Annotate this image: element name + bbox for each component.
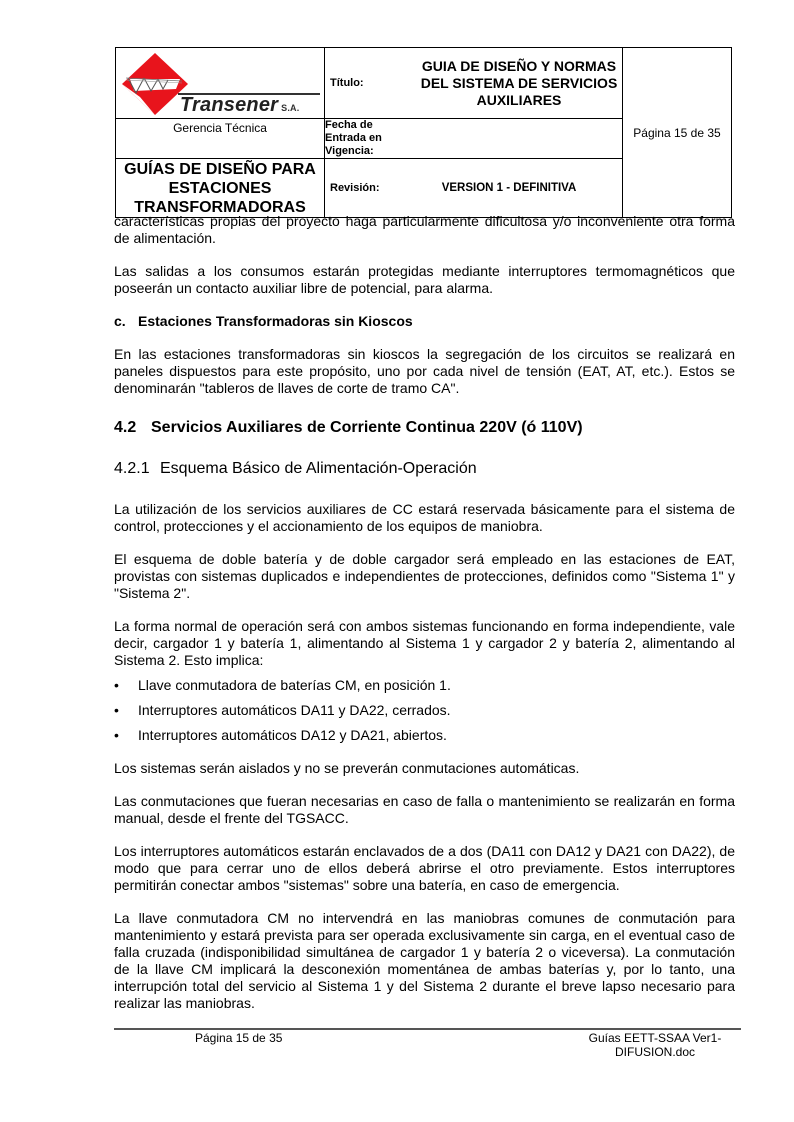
revision-cell [325, 159, 623, 218]
document-title: GUIA DE DISEÑO Y NORMAS DEL SISTEMA DE SERVICIOS AUXILIARES [420, 57, 618, 108]
paragraph: La llave conmutadora CM no intervendrá en las maniobras comunes de conmutación para mantenimiento y estará prevista para ser operada exclusivamente sin carga, en el eventual caso de falla cruzada (indisponibilidad simultánea de cargador 1 y batería 2 o viceversa). La conmutación de la llave CM implicará la desconexión momentánea de ambas baterías y, por lo tanto, una interrupción total del servicio al Sistema 1 y del Sistema 2 durante el breve lapso necesario para realizar las maniobras. [114, 910, 735, 1011]
effective-date-label: Fecha de Entrada en Vigencia: [325, 119, 382, 157]
paragraph: Los sistemas serán aislados y no se preverán conmutaciones automáticas. [114, 760, 580, 776]
bullet-icon: • [114, 727, 119, 743]
document-body [114, 213, 735, 1028]
header-page-number: Página 15 de 35 [623, 48, 732, 218]
footer-divider [114, 1028, 741, 1030]
title-label: Título: [330, 77, 364, 89]
paragraph: Los interruptores automáticos estarán enclavados de a dos (DA11 con DA12 y DA21 con DA22), de modo que para cerrar uno de ellos deberá abrirse el otro previamente. Estos interruptores permitirán conectar ambos "sistemas" sobre una batería, en caso de emergencia. [114, 843, 735, 893]
title-cell [325, 48, 623, 119]
revision-label: Revisión: [330, 182, 380, 194]
section-heading-4-2-1: 4.2.1 Esquema Básico de Alimentación-Operación [114, 460, 477, 477]
paragraph: Las conmutaciones que fueran necesarias en caso de falla o mantenimiento se realizarán en forma manual, desde el frente del TGSACC. [114, 793, 735, 826]
bullet-item: • Interruptores automáticos DA12 y DA21, abiertos. [114, 727, 447, 743]
bullet-icon: • [114, 702, 119, 718]
subsection-heading-c: c. Estaciones Transformadoras sin Kioscos [114, 313, 413, 329]
bullet-icon: • [114, 677, 119, 693]
bullet-item: • Llave conmutadora de baterías CM, en posición 1. [114, 677, 451, 693]
paragraph: La utilización de los servicios auxiliares de CC estará reservada básicamente para el sistema de control, protecciones y el accionamiento de los equipos de maniobra. [114, 501, 735, 534]
footer-page-number: Página 15 de 35 [195, 1031, 283, 1045]
paragraph: Las salidas a los consumos estarán protegidas mediante interruptores termomagnéticos que poseerán un contacto auxiliar libre de potencial, para alarma. [114, 263, 735, 296]
logo-cell [116, 48, 325, 119]
paragraph: En las estaciones transformadoras sin kioscos la segregación de los circuitos se realizará en paneles dispuestos para este propósito, uno por cada nivel de tensión (EAT, AT, etc.). Estos se denominarán "tableros de llaves de corte de tramo CA". [114, 346, 735, 396]
paragraph: La forma normal de operación será con ambos sistemas funcionando en forma independiente, vale decir, cargador 1 y batería 1, alimentando al Sistema 1 y cargador 2 y batería 2, alimentando al Sistema 2. Esto implica: [114, 618, 735, 668]
bullet-item: • Interruptores automáticos DA11 y DA22, cerrados. [114, 702, 451, 718]
revision-value: VERSION 1 - DEFINITIVA [441, 182, 577, 194]
brand-name: Transener S.A. [180, 94, 300, 116]
department-label: Gerencia Técnica [116, 119, 325, 159]
section-heading-4-2: 4.2 Servicios Auxiliares de Corriente Continua 220V (ó 110V) [114, 419, 583, 436]
effective-date-cell [325, 119, 623, 159]
paragraph: El esquema de doble batería y de doble cargador será empleado en las estaciones de EAT, provistas con sistemas duplicados e independientes de protecciones, definidos como "Sistema 1" y "Sistema 2". [114, 551, 735, 601]
document-header-table [115, 47, 732, 218]
transener-logo [120, 51, 320, 117]
series-title: GUÍAS DE DISEÑO PARA ESTACIONES TRANSFORMADORAS [116, 159, 325, 218]
footer-filename: Guías EETT-SSAA Ver1- DIFUSION.doc [588, 1031, 722, 1059]
paragraph: características propias del proyecto haga particularmente dificultosa y/o inconveniente otra forma de alimentación. [114, 213, 735, 246]
